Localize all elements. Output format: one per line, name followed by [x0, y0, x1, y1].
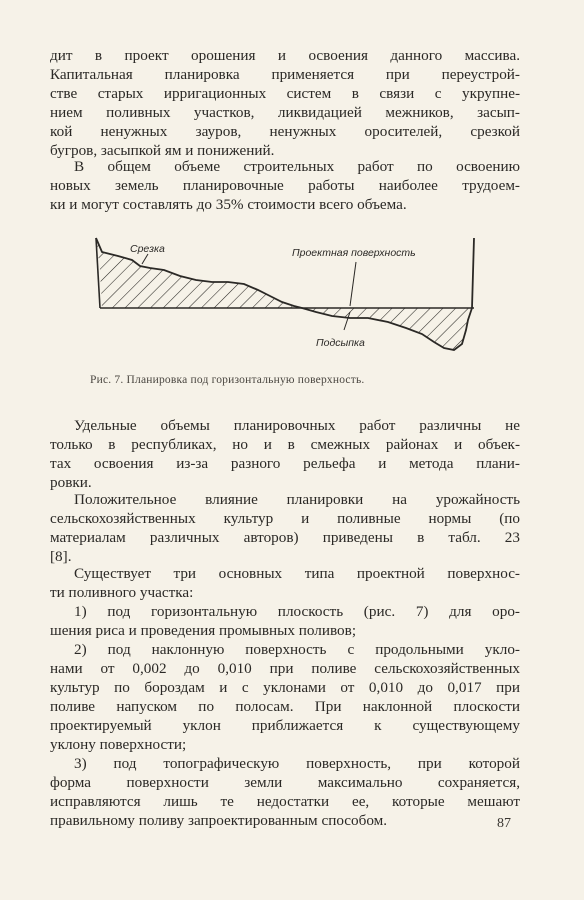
paragraph-planning-cost	[50, 157, 520, 214]
text-line: сельскохозяйственных культур и поливные нормы (по	[50, 510, 520, 527]
design-leader-line	[350, 262, 356, 306]
text-line: правильному поливу запроектированным способом.	[50, 812, 388, 829]
list-item-topographic	[50, 754, 520, 830]
text-line: 1) под горизонтальную плоскость (рис. 7) для оро-	[74, 603, 520, 620]
list-item-horizontal	[50, 602, 520, 640]
text-line: форма поверхности земли максимально сохраняется,	[50, 774, 520, 791]
cut-leader-line	[142, 254, 148, 264]
text-line: тах освоения из-за разного рельефа и метода плани-	[50, 455, 520, 472]
text-line: шения риса и проведения промывных поливов;	[50, 622, 357, 639]
text-line: Капитальная планировка применяется при переустрой-	[50, 66, 520, 83]
paragraph-surface-types	[50, 564, 520, 602]
text-line: ти поливного участка:	[50, 584, 194, 601]
text-line: поливе напуском по полосам. При наклонной плоскости	[50, 698, 520, 715]
paragraph-continuation	[50, 46, 520, 160]
text-line: ки и могут составлять до 35% стоимости всего объема.	[50, 196, 407, 213]
figure-planning-diagram	[88, 230, 484, 365]
text-line: только в республиках, но и в смежных районах и объек-	[50, 436, 520, 453]
text-line: новых земель планировочные работы наиболее трудоем-	[50, 177, 520, 194]
text-line: [8].	[50, 548, 72, 565]
label-fill: Подсыпка	[316, 337, 365, 349]
text-line: кой ненужных зауров, ненужных оросителей, срезкой	[50, 123, 520, 140]
text-line: ровки.	[50, 474, 92, 491]
text-line: Существует три основных типа проектной поверхнос-	[74, 565, 520, 582]
text-line: стве старых ирригационных систем в связи с укрупне-	[50, 85, 520, 102]
paragraph-yield-influence	[50, 490, 520, 566]
figure-caption: Рис. 7. Планировка под горизонтальную поверхность.	[90, 374, 365, 386]
text-line: исправляются лишь те недостатки ее, которые мешают	[50, 793, 520, 810]
paragraph-specific-volumes	[50, 416, 520, 492]
text-line: уклону поверхности;	[50, 736, 187, 753]
label-design-surface: Проектная поверхность	[292, 247, 416, 259]
list-item-inclined	[50, 640, 520, 754]
text-line: нами от 0,002 до 0,010 при поливе сельскохозяйственных	[50, 660, 520, 677]
text-line: бугров, засыпкой ям и понижений.	[50, 142, 275, 159]
text-line: В общем объеме строительных работ по освоению	[74, 158, 520, 175]
text-line: проектируемый уклон приближается к существующему	[50, 717, 520, 734]
page-number: 87	[497, 816, 511, 831]
text-line: материалам различных авторов) приведены в табл. 23	[50, 529, 520, 546]
text-line: Положительное влияние планировки на урожайность	[74, 491, 520, 508]
text-line: 2) под наклонную поверхность с продольными укло-	[74, 641, 520, 658]
label-cut: Срезка	[130, 243, 165, 255]
text-line: нием поливных участков, ликвидацией межников, засып-	[50, 104, 520, 121]
text-line: Удельные объемы планировочных работ различны не	[74, 417, 520, 434]
text-line: дит в проект орошения и освоения данного массива.	[50, 47, 520, 64]
text-line: 3) под топографическую поверхность, при которой	[74, 755, 520, 772]
text-line: культур по бороздам и с уклонами от 0,010 до 0,017 при	[50, 679, 520, 696]
